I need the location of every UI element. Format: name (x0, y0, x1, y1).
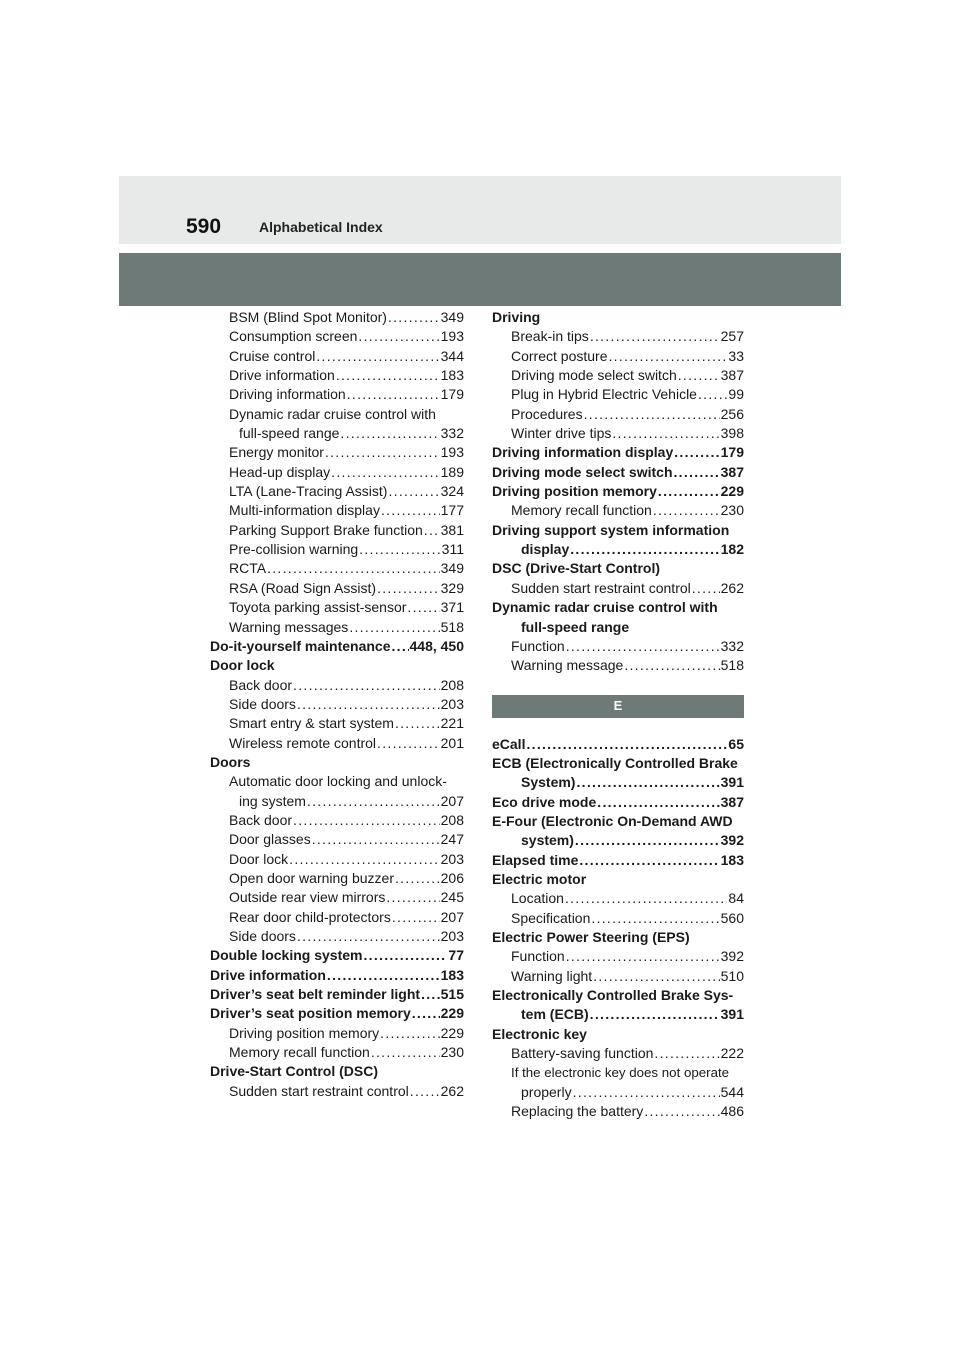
index-entry (492, 851, 744, 870)
index-entry (492, 501, 744, 520)
index-entry-page[interactable]: 183 (440, 367, 464, 384)
index-entry-page[interactable]: 33 (728, 347, 744, 364)
index-entry-text: Electronic key (492, 1025, 587, 1042)
index-entry (210, 637, 464, 656)
index-entry (210, 559, 464, 578)
index-entry-text: Back door (229, 676, 293, 693)
index-entry-text: system) (521, 832, 574, 849)
index-entry-text: Warning message (511, 657, 624, 674)
index-entry-text: LTA (Lane-Tracing Assist) (229, 483, 388, 500)
index-entry-text: Energy monitor (229, 444, 324, 461)
dot-leader (316, 347, 439, 366)
index-entry (492, 637, 744, 656)
index-entry-page[interactable]: 332 (720, 637, 744, 654)
dot-leader (358, 327, 439, 346)
index-entry (492, 482, 744, 501)
index-entry (492, 1044, 744, 1063)
dot-leader (395, 869, 440, 888)
dot-leader (325, 443, 440, 462)
index-entry-text: Smart entry & start system (229, 715, 394, 732)
index-entry-text: ECB (Electronically Controlled Brake (492, 754, 738, 771)
dot-leader (293, 676, 440, 695)
index-entry-text: display (521, 541, 570, 558)
index-entry (492, 443, 744, 462)
index-entry-text: Driving mode select switch (511, 367, 677, 384)
dot-leader (412, 1004, 440, 1023)
index-entry-page[interactable]: 208 (440, 676, 464, 693)
dot-leader (388, 308, 440, 327)
index-entry-text: ing system (239, 792, 306, 809)
index-entry-text: Driving position memory (492, 483, 657, 500)
dot-leader (591, 909, 719, 928)
index-entry (210, 1062, 464, 1081)
dot-leader (584, 405, 720, 424)
index-entry-page[interactable]: 387 (720, 793, 744, 810)
index-entry (210, 347, 464, 366)
index-entry-page[interactable]: 229 (720, 483, 744, 500)
index-entry-text: Electric motor (492, 870, 587, 887)
dot-leader (371, 1043, 440, 1062)
index-entry-page[interactable]: 518 (720, 657, 744, 674)
dot-leader (331, 463, 439, 482)
index-entry-page[interactable]: 515 (440, 986, 464, 1003)
index-entry (210, 714, 464, 733)
dot-leader (267, 559, 440, 578)
index-entry-text: Elapsed time (492, 851, 579, 868)
index-entry-text: System) (521, 774, 576, 791)
index-entry (210, 385, 464, 404)
index-entry (210, 966, 464, 985)
dot-leader (565, 889, 727, 908)
index-entry (210, 405, 464, 424)
dot-leader (424, 521, 440, 540)
index-entry-text: Open door warning buzzer (229, 869, 394, 886)
index-entry (210, 676, 464, 695)
index-entry-text: Memory recall function (511, 502, 652, 519)
index-entry-text: Wireless remote control (229, 734, 377, 751)
index-entry-text: DSC (Drive-Start Control) (492, 560, 661, 577)
index-entry-text: Driver’s seat belt reminder light (210, 986, 421, 1003)
index-entry-page[interactable]: 381 (440, 521, 464, 538)
index-entry-page[interactable]: 203 (440, 695, 464, 712)
index-entry-page[interactable]: 448, 450 (409, 637, 464, 654)
index-entry-page[interactable]: 203 (440, 928, 464, 944)
index-entry-text: Sudden start restraint control (511, 579, 691, 596)
dot-leader (566, 637, 720, 656)
index-entry-page[interactable]: 349 (440, 309, 464, 325)
index-entry-text: Driving (492, 309, 541, 325)
index-entry-text: Function (511, 948, 565, 965)
index-entry-page[interactable]: 201 (440, 734, 464, 751)
index-entry-page[interactable]: 183 (440, 966, 464, 983)
dot-leader (597, 793, 719, 812)
index-entry-text: Function (511, 637, 565, 654)
index-entry-text: Head-up display (229, 463, 331, 480)
index-entry-text: Dynamic radar cruise control with (492, 599, 718, 616)
dot-leader (573, 1083, 720, 1102)
index-entry (492, 559, 744, 578)
index-entry-text: Drive information (210, 966, 326, 983)
index-entry-text: Doors (210, 753, 251, 770)
index-entry-page[interactable]: 391 (720, 1006, 744, 1023)
index-entry (492, 1063, 744, 1082)
index-entry-page[interactable]: 193 (440, 328, 464, 345)
dot-leader (312, 830, 440, 849)
index-entry-page[interactable]: 324 (440, 483, 464, 500)
index-entry-page[interactable]: 207 (440, 792, 464, 809)
index-entry (492, 889, 744, 908)
index-entry-text: Correct posture (511, 347, 608, 364)
index-entry-page[interactable]: 179 (720, 444, 744, 461)
dot-leader (377, 579, 440, 598)
index-entry (210, 772, 464, 791)
index-entry-text: Electric Power Steering (EPS) (492, 928, 690, 945)
index-entry-text: Warning light (511, 967, 593, 984)
index-entry (210, 308, 464, 327)
index-entry-text: Side doors (229, 695, 296, 712)
dot-leader (336, 366, 440, 385)
index-entry-page[interactable]: 208 (440, 811, 464, 828)
dot-leader (347, 385, 440, 404)
dot-leader (570, 540, 719, 559)
index-entry (492, 909, 744, 928)
index-entry (492, 1102, 744, 1121)
index-entry-text: BSM (Blind Spot Monitor) (229, 309, 387, 325)
index-entry (210, 753, 464, 772)
dot-leader (297, 695, 440, 714)
index-entry-text: Warning messages (229, 618, 349, 635)
dot-leader (410, 1082, 440, 1101)
index-entry-page[interactable]: 229 (440, 1005, 464, 1022)
index-entry-text: Plug in Hybrid Electric Vehicle (511, 386, 697, 403)
dot-leader (526, 735, 727, 754)
section-letter-bar (492, 695, 744, 718)
dot-leader (289, 850, 440, 869)
dot-leader (380, 1024, 439, 1043)
index-entry (492, 327, 744, 346)
dot-leader (579, 851, 719, 870)
index-entry (210, 618, 464, 637)
index-entry-page[interactable]: 179 (440, 386, 464, 403)
index-entry (210, 424, 464, 443)
index-entry-page[interactable]: 189 (440, 463, 464, 480)
index-entry-text: RSA (Road Sign Assist) (229, 579, 377, 596)
index-entry (210, 482, 464, 501)
index-entry (492, 540, 744, 559)
index-entry (492, 1005, 744, 1024)
index-entry (492, 405, 744, 424)
index-entry (210, 366, 464, 385)
dot-leader (388, 482, 439, 501)
index-entry-text: Driving position memory (229, 1024, 380, 1041)
index-entry-page[interactable]: 230 (720, 502, 744, 519)
index-entry-page[interactable]: 177 (440, 502, 464, 519)
dot-leader (590, 327, 720, 346)
dot-leader (654, 1044, 719, 1063)
index-entry (210, 1043, 464, 1062)
index-entry-page[interactable]: 392 (720, 948, 744, 965)
index-column-left (210, 308, 464, 1101)
index-entry-text: Break-in tips (511, 328, 589, 345)
index-entry-text: Consumption screen (229, 328, 358, 345)
index-entry-page[interactable]: 391 (720, 774, 744, 791)
index-entry-text: Driving support system information (492, 521, 730, 538)
index-entry (492, 812, 744, 831)
index-entry-page[interactable]: 349 (440, 560, 464, 577)
index-entry (210, 946, 464, 965)
index-entry (210, 734, 464, 753)
index-entry-text: Toyota parking assist-sensor (229, 599, 407, 616)
index-entry-page[interactable]: 99 (728, 386, 744, 403)
index-entry-page[interactable]: 256 (720, 405, 744, 422)
index-entry-page[interactable]: 203 (440, 850, 464, 867)
index-entry (492, 598, 744, 617)
index-entry-text: tem (ECB) (521, 1006, 589, 1023)
index-entry-text: Memory recall function (229, 1044, 370, 1061)
index-entry (492, 735, 744, 754)
index-entry (210, 598, 464, 617)
index-entry-text: full-speed range (239, 425, 340, 442)
index-entry-page[interactable]: 65 (728, 735, 744, 752)
dot-leader (612, 424, 719, 443)
page-title: Alphabetical Index (259, 219, 383, 235)
dot-leader (327, 966, 440, 985)
index-entry-page[interactable]: 311 (441, 541, 464, 558)
index-entry-page[interactable]: 247 (440, 831, 464, 848)
index-entry (492, 1025, 744, 1044)
index-entry (210, 1024, 464, 1043)
index-entry-text: Side doors (229, 928, 296, 944)
index-entry-page[interactable]: 245 (440, 889, 464, 906)
index-entry-text: Battery-saving function (511, 1045, 654, 1062)
index-entry-text: Parking Support Brake function (229, 521, 423, 538)
index-entry-text: Door lock (210, 657, 275, 674)
dot-leader (658, 482, 720, 501)
index-entry-page[interactable]: 206 (440, 869, 464, 886)
index-entry-text: Back door (229, 811, 293, 828)
index-entry (492, 773, 744, 792)
dot-leader (421, 985, 440, 1004)
index-entry-text: If the electronic key does not operate (511, 1065, 730, 1081)
index-entry (210, 869, 464, 888)
index-entry (492, 385, 744, 404)
index-entry-page[interactable]: 183 (720, 851, 744, 868)
index-entry (210, 830, 464, 849)
index-entry-text: RCTA (229, 560, 267, 577)
index-entry-text: Driver’s seat position memory (210, 1005, 411, 1022)
index-entry (492, 521, 744, 540)
index-entry (210, 501, 464, 520)
dot-leader (349, 618, 439, 637)
index-entry-text: Cruise control (229, 347, 316, 364)
dot-leader (392, 908, 440, 927)
index-entry (492, 366, 744, 385)
index-entry-page[interactable]: 392 (720, 832, 744, 849)
index-entry-text: E-Four (Electronic On-Demand AWD (492, 812, 733, 829)
index-entries-left (210, 308, 464, 1101)
dot-leader (575, 831, 720, 850)
index-entry-page[interactable]: 510 (720, 967, 744, 984)
dot-leader (698, 385, 727, 404)
index-entry (492, 967, 744, 986)
index-entry-page[interactable]: 387 (720, 463, 744, 480)
index-entry-text: Eco drive mode (492, 793, 597, 810)
index-entry-page[interactable]: 329 (440, 579, 464, 596)
dot-leader (307, 792, 440, 811)
index-entry-page[interactable]: 518 (440, 618, 464, 635)
dot-leader (407, 598, 439, 617)
index-entry-text: Driving mode select switch (492, 463, 673, 480)
index-entry (210, 908, 464, 927)
index-entry-page[interactable]: 221 (440, 715, 464, 732)
dot-leader (674, 443, 719, 462)
index-entry (492, 947, 744, 966)
index-entry-text: Drive-Start Control (DSC) (210, 1063, 379, 1080)
dot-leader (678, 366, 720, 385)
index-entry-page[interactable]: 544 (720, 1083, 744, 1100)
dot-leader (624, 656, 719, 675)
index-entries-right-top (492, 308, 744, 676)
dot-leader (340, 424, 439, 443)
index-entry (492, 793, 744, 812)
index-entry (492, 986, 744, 1005)
index-entry (210, 521, 464, 540)
dot-leader (576, 773, 719, 792)
index-entry (492, 1083, 744, 1102)
index-entry (210, 1082, 464, 1101)
index-entry-page[interactable]: 230 (440, 1044, 464, 1061)
index-entry (492, 754, 744, 773)
index-entry-page[interactable]: 84 (728, 890, 744, 907)
index-entry-page[interactable]: 332 (440, 425, 464, 442)
index-entry-text: Location (511, 890, 564, 907)
index-entries-right-bottom (492, 735, 744, 1122)
index-entry (492, 424, 744, 443)
page-number: 590 (186, 215, 222, 238)
index-entry-text: full-speed range (521, 618, 630, 635)
dot-leader (293, 811, 440, 830)
index-entry-text: Do-it-yourself maintenance (210, 637, 391, 654)
dot-leader (608, 347, 727, 366)
index-entry (492, 618, 744, 637)
index-entry (492, 463, 744, 482)
index-entry (210, 1004, 464, 1023)
dot-leader (593, 967, 719, 986)
dot-leader (590, 1005, 720, 1024)
dot-leader (297, 927, 440, 946)
index-entry-text: Door lock (229, 850, 289, 867)
index-entry (210, 463, 464, 482)
index-entry-text: Drive information (229, 367, 335, 384)
index-entry (210, 927, 464, 946)
index-entry-text: Automatic door locking and unlock- (229, 773, 447, 790)
index-entry-page[interactable]: 207 (440, 908, 464, 925)
index-entry-page[interactable]: 398 (720, 425, 744, 442)
index-entry (210, 656, 464, 675)
index-entry-text: Door glasses (229, 831, 311, 848)
section-banner (119, 253, 841, 306)
dot-leader (359, 540, 441, 559)
dot-leader (395, 714, 440, 733)
index-entry-text: properly (521, 1083, 572, 1100)
header-band (119, 176, 841, 244)
index-entry-text: Pre-collision warning (229, 541, 359, 558)
index-entry-page[interactable]: 77 (448, 947, 464, 964)
index-entry-text: Replacing the battery (511, 1103, 644, 1120)
index-entry-text: Electronically Controlled Brake Sys- (492, 987, 734, 1003)
dot-leader (566, 947, 720, 966)
dot-leader (381, 501, 440, 520)
index-entry-page[interactable]: 222 (720, 1045, 744, 1062)
index-entry (210, 888, 464, 907)
index-entry-page[interactable]: 486 (720, 1103, 744, 1120)
index-entry (492, 831, 744, 850)
index-entry (210, 850, 464, 869)
index-entry-text: Outside rear view mirrors (229, 889, 386, 906)
index-entry-page[interactable]: 262 (440, 1082, 464, 1099)
index-entry-page[interactable]: 371 (440, 599, 464, 616)
index-entry (492, 347, 744, 366)
dot-leader (644, 1102, 719, 1121)
index-entry-page[interactable]: 344 (440, 347, 464, 364)
dot-leader (653, 501, 720, 520)
index-entry-text: Rear door child-protectors (229, 908, 391, 925)
index-entry (492, 870, 744, 889)
index-entry-page[interactable]: 257 (720, 328, 744, 345)
index-entry-text: Dynamic radar cruise control with (229, 405, 436, 422)
index-entry-page[interactable]: 193 (440, 444, 464, 461)
index-entry (492, 656, 744, 675)
index-entry-text: Winter drive tips (511, 425, 612, 442)
dot-leader (363, 946, 447, 965)
section-letter: E (613, 698, 623, 714)
index-entry (210, 811, 464, 830)
index-entry (210, 579, 464, 598)
index-entry (492, 308, 744, 327)
index-entry-text: Driving information (229, 386, 346, 403)
index-entry (210, 985, 464, 1004)
index-entry-page[interactable]: 262 (720, 579, 744, 596)
index-entry (210, 443, 464, 462)
index-entry-page[interactable]: 560 (720, 909, 744, 926)
dot-leader (391, 637, 408, 656)
index-entry-text: Driving information display (492, 444, 674, 461)
index-entry-page[interactable]: 387 (720, 367, 744, 384)
index-entry-text: Specification (511, 909, 591, 926)
index-entry-text: Sudden start restraint control (229, 1082, 409, 1099)
index-entry-page[interactable]: 229 (440, 1024, 464, 1041)
dot-leader (692, 579, 720, 598)
index-entry-text: Procedures (511, 405, 583, 422)
dot-leader (386, 888, 439, 907)
index-entry (210, 792, 464, 811)
dot-leader (377, 734, 440, 753)
index-entry-text: Multi-information display (229, 502, 380, 519)
index-entry (492, 928, 744, 947)
index-entry (210, 327, 464, 346)
index-entry-text: eCall (492, 735, 526, 752)
index-entry (210, 695, 464, 714)
index-entry-text: Double locking system (210, 947, 363, 964)
index-entry (210, 540, 464, 559)
index-entry-page[interactable]: 182 (720, 541, 744, 558)
index-column-right (492, 308, 744, 1121)
index-entry (492, 579, 744, 598)
dot-leader (674, 463, 720, 482)
